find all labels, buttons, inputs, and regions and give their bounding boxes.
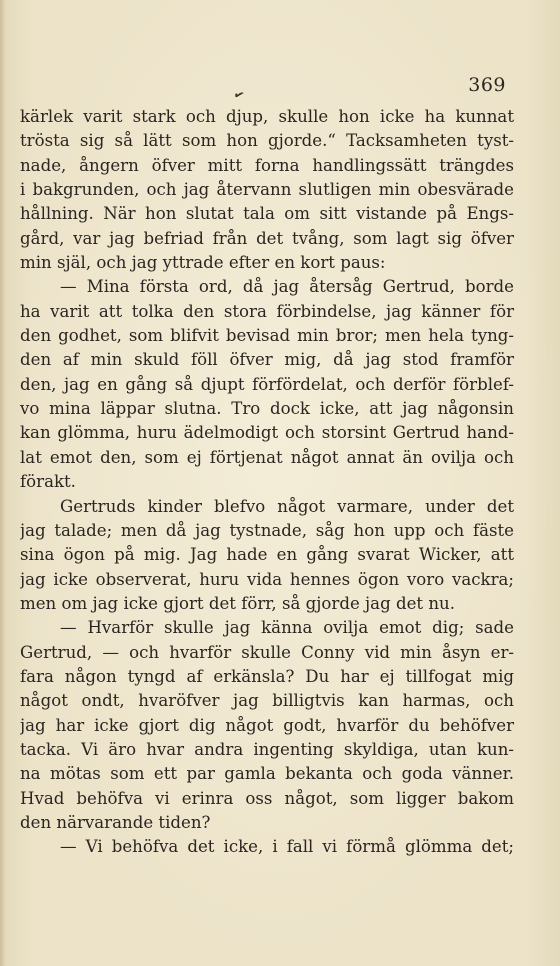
text-line: jag talade; men då jag tystnade, såg hon upp och fäste: [20, 520, 514, 540]
text-line: den närvarande tiden?: [20, 812, 211, 832]
text-line: den godhet, som blifvit bevisad min bror; men hela tyng-: [20, 326, 514, 346]
body-text: [20, 105, 514, 860]
text-line: ha varit att tolka den stora förbindelse, jag känner för: [20, 301, 514, 321]
text-line: förakt.: [20, 472, 76, 492]
text-line: fara någon tyngd af erkänsla? Du har ej tillfogat mig: [20, 666, 514, 686]
text-line: — Hvarför skulle jag känna ovilja emot dig; sade: [60, 618, 514, 638]
page-edge-shadow: [0, 0, 6, 966]
text-line: tacka. Vi äro hvar andra ingenting skyldiga, utan kun-: [20, 739, 514, 759]
text-line: Gertruds kinder blefvo något varmare, under det: [60, 496, 514, 516]
text-line: i bakgrunden, och jag återvann slutligen min obesvärade: [20, 180, 514, 200]
text-line: trösta sig så lätt som hon gjorde.“ Tacksamheten tyst-: [20, 131, 514, 151]
text-line: den af min skuld föll öfver mig, då jag stod framför: [20, 350, 514, 370]
text-line: vo mina läppar slutna. Tro dock icke, att jag någonsin: [20, 399, 514, 419]
text-line: na mötas som ett par gamla bekanta och goda vänner.: [20, 764, 514, 784]
text-line: hållning. När hon slutat tala om sitt vistande på Engs-: [20, 204, 514, 224]
text-line: nade, ångern öfver mitt forna handlingssätt trängdes: [20, 155, 514, 175]
text-line: Hvad behöfva vi erinra oss något, som ligger bakom: [20, 788, 514, 808]
text-line: kan glömma, huru ädelmodigt och storsint Gertrud hand-: [20, 423, 514, 443]
text-line: sina ögon på mig. Jag hade en gång svarat Wicker, att: [20, 545, 514, 565]
text-line: något ondt, hvaröfver jag billigtvis kan harmas, och: [20, 691, 514, 711]
text-line: — Vi behöfva det icke, i fall vi förmå glömma det;: [60, 837, 514, 857]
page-number: 369: [468, 74, 506, 96]
text-line: jag har icke gjort dig något godt, hvarför du behöfver: [20, 715, 514, 735]
text-line: kärlek varit stark och djup, skulle hon icke ha kunnat: [20, 107, 514, 126]
text-line: — Mina första ord, då jag återsåg Gertrud, borde: [60, 277, 514, 297]
text-line: den, jag en gång så djupt förfördelat, och derför förblef-: [20, 374, 514, 394]
text-line: lat emot den, som ej förtjenat något annat än ovilja och: [20, 447, 514, 467]
text-line: jag icke observerat, huru vida hennes ögon voro vackra;: [20, 569, 514, 589]
text-line: gård, var jag befriad från det tvång, som lagt sig öfver: [20, 228, 514, 248]
ink-mark: ✔: [231, 86, 247, 104]
text-line: min själ, och jag yttrade efter en kort paus:: [20, 253, 386, 273]
text-line: men om jag icke gjort det förr, så gjorde jag det nu.: [20, 593, 456, 613]
text-line: Gertrud, — och hvarför skulle Conny vid min åsyn er-: [20, 642, 514, 662]
